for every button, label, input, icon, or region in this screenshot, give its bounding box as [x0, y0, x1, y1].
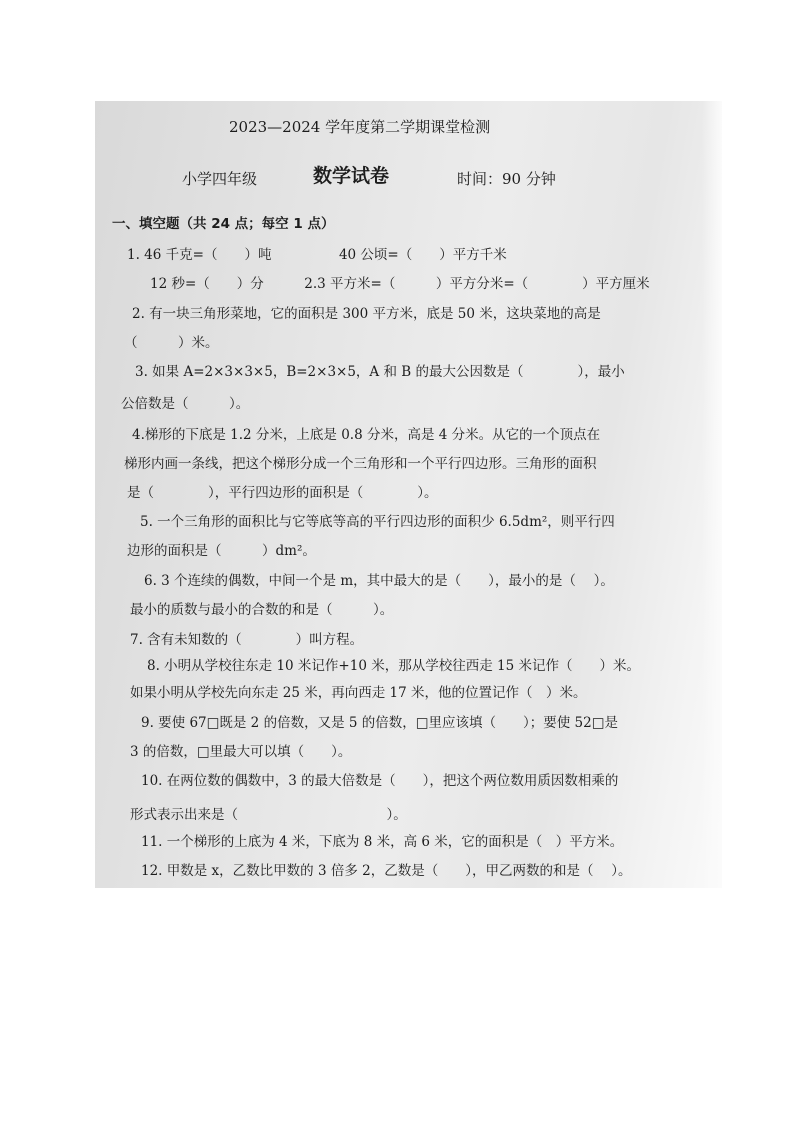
- question-line: 7. 含有未知数的（ ）叫方程。: [130, 632, 364, 648]
- question-line: 边形的面积是（ ）dm²。: [127, 543, 316, 559]
- question-line: 是（ ），平行四边形的面积是（ ）。: [127, 485, 438, 501]
- time-label: 时间：90 分钟: [457, 170, 556, 188]
- question-line: 如果小明从学校先向东走 25 米，再向西走 17 米，他的位置记作（ ）米。: [130, 685, 587, 701]
- question-line: 5. 一个三角形的面积比与它等底等高的平行四边形的面积少 6.5dm²，则平行四: [140, 514, 615, 530]
- question-line: 11. 一个梯形的上底为 4 米，下底为 8 米，高 6 米，它的面积是（ ）平方米。: [141, 834, 624, 850]
- question-line: 12. 甲数是 x，乙数比甲数的 3 倍多 2，乙数是（ ），甲乙两数的和是（ ）。: [141, 863, 632, 879]
- subject-title: 数学试卷: [313, 165, 390, 187]
- question-line: 10. 在两位数的偶数中，3 的最大倍数是（ ），把这个两位数用质因数相乘的: [141, 773, 619, 789]
- question-line: 12 秒=（ ）分 2.3 平方米=（ ）平方分米=（ ）平方厘米: [150, 276, 650, 292]
- exam-title: 2023—2024 学年度第二学期课堂检测: [229, 118, 491, 136]
- question-line: 3. 如果 A=2×3×3×5，B=2×3×5，A 和 B 的最大公因数是（ ），最小: [135, 364, 625, 380]
- question-line: 梯形内画一条线，把这个梯形分成一个三角形和一个平行四边形。三角形的面积: [124, 456, 597, 472]
- question-line: 8. 小明从学校往东走 10 米记作+10 米，那从学校往西走 15 米记作（ ）米。: [147, 658, 640, 674]
- question-line: 公倍数是（ ）。: [121, 396, 250, 412]
- section-heading: 一、填空题（共 24 点；每空 1 点）: [112, 216, 335, 232]
- question-line: （ ）米。: [124, 335, 219, 351]
- question-line: 2. 有一块三角形菜地，它的面积是 300 平方米，底是 50 米，这块菜地的高是: [132, 306, 601, 322]
- question-line: 1. 46 千克=（ ）吨 40 公顷=（ ）平方千米: [127, 247, 507, 263]
- question-line: 9. 要使 67□既是 2 的倍数，又是 5 的倍数，□里应该填（ ）；要使 52□是: [141, 715, 618, 731]
- question-line: 形式表示出来是（ ）。: [130, 807, 407, 823]
- grade-label: 小学四年级: [182, 170, 258, 188]
- question-line: 最小的质数与最小的合数的和是（ ）。: [130, 602, 394, 618]
- question-line: 3 的倍数，□里最大可以填（ ）。: [130, 744, 352, 760]
- question-line: 6. 3 个连续的偶数，中间一个是 m，其中最大的是（ ），最小的是（ ）。: [144, 573, 614, 589]
- question-line: 4.梯形的下底是 1.2 分米，上底是 0.8 分米，高是 4 分米。从它的一个顶点在: [132, 427, 601, 443]
